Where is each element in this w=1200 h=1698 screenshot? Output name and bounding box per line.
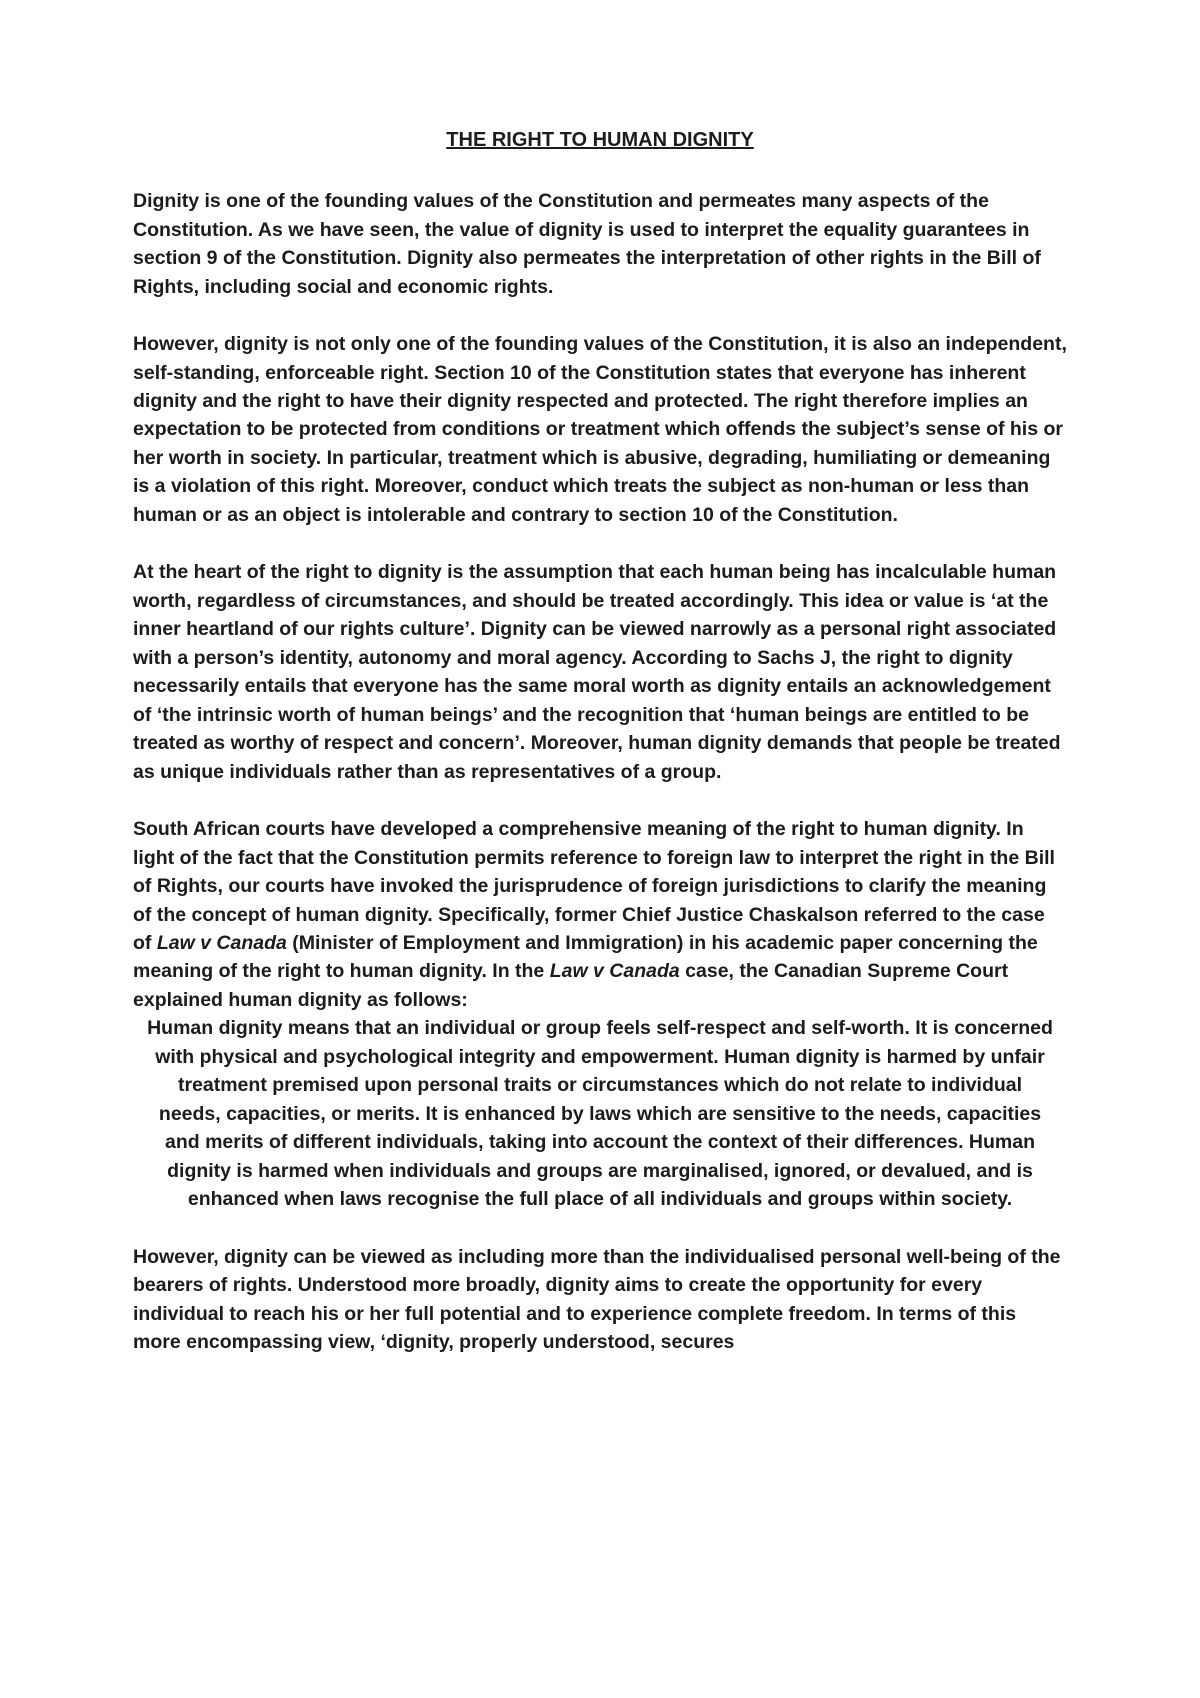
case-name-law-v-canada: Law v Canada [156, 931, 287, 954]
paragraph-dignity-founding-values: Dignity is one of the founding values of the Constitution and permeates many aspects of the Constitution. As we have seen, the value of dignity is used to interpret the equality guarantees in section 9 of the Constitution. Dignity also permeates the interpretation of other rights in the Bill of Rights, including social and economic rights. [133, 190, 1041, 298]
paragraph-4-run-5: case, the Canadian Supreme Court explained human dignity as follows: [133, 960, 1009, 1011]
paragraph-south-african-courts [133, 815, 1067, 1014]
paragraph-broader-view-of-dignity: However, dignity can be viewed as including more than the individualised personal well-being of the bearers of rights. Understood more broadly, dignity aims to create the opportunity for every individual to reach his or her full potential and to experience complete freedom. In terms of this more encompassing view, ‘dignity, properly understood, secures [133, 1245, 1061, 1354]
document-title: THE RIGHT TO HUMAN DIGNITY [446, 129, 754, 151]
case-name-law-v-canada-2: Law v Canada [549, 960, 680, 983]
paragraph-4-run-1: South African courts have developed a comprehensive meaning of the right to human dignity. In light of the fact that the Constitution permits reference to foreign law to interpret the right in the Bill of Rights, our courts have invoked the jurisprudence of foreign jurisdictions to clarify the meaning of the concept of human dignity. Specifically, former Chief Justice Chaskalson referred to the case of [133, 818, 1055, 954]
paragraph-4-run-3: (Minister of Employment and Immigration) in his academic paper concerning the meaning of the right to human dignity. In the [133, 931, 1038, 983]
paragraph-heart-of-dignity: At the heart of the right to dignity is the assumption that each human being has incalculable human worth, regardless of circumstances, and should be treated accordingly. This idea or value is ‘at the inner heartland of our rights culture’. Dignity can be viewed narrowly as a personal right associated with a person’s identity, autonomy and moral agency. According to Sachs J, the right to dignity necessarily entails that everyone has the same moral worth as dignity entails an acknowledgement of ‘the intrinsic worth of human beings’ and the recognition that ‘human beings are entitled to be treated as worthy of respect and concern’. Moreover, human dignity demands that people be treated as unique individuals rather than as representatives of a group. [133, 561, 1061, 783]
paragraph-section-10-right: However, dignity is not only one of the founding values of the Constitution, it is also an independent, self-standing, enforceable right. Section 10 of the Constitution states that everyone has inherent dignity and the right to have their dignity respected and protected. The right therefore implies an expectation to be protected from conditions or treatment which offends the subject’s sense of his or her worth in society. In particular, treatment which is abusive, degrading, humiliating or demeaning is a violation of this right. Moreover, conduct which treats the subject as non-human or less than human or as an object is intolerable and contrary to section 10 of the Constitution. [133, 333, 1067, 526]
block-quote-human-dignity-definition: Human dignity means that an individual or group feels self-respect and self-worth. It is concerned with physical and psychological integrity and empowerment. Human dignity is harmed by unfair treatment premised upon personal traits or circumstances which do not relate to individual needs, capacities, or merits. It is enhanced by laws which are sensitive to the needs, capacities and merits of different individuals, taking into account the context of their differences. Human dignity is harmed when individuals and groups are marginalised, ignored, or devalued, and is enhanced when laws recognise the full place of all individuals and groups within society. [147, 1017, 1053, 1211]
